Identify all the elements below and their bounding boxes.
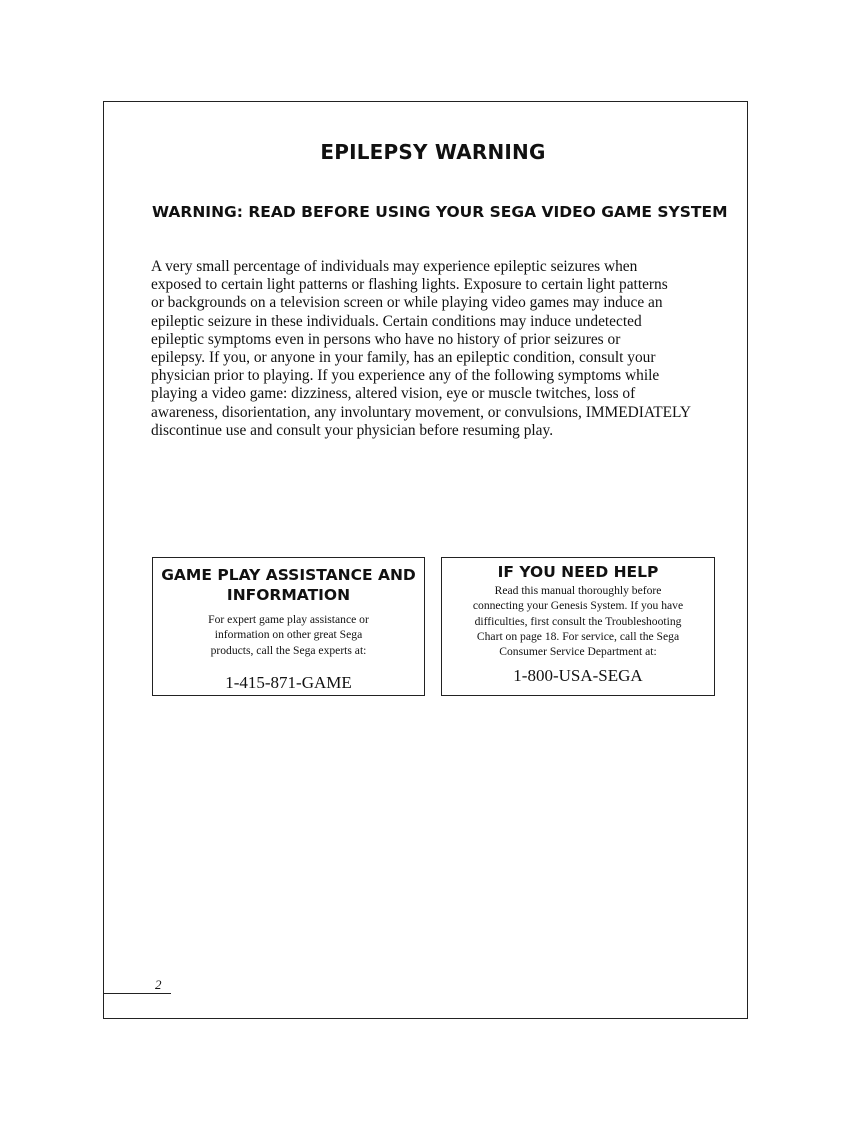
assistance-heading: [153, 565, 424, 605]
body-line: playing a video game: dizziness, altered vision, eye or muscle twitches, loss of: [151, 385, 636, 403]
assistance-text-line: information on other great Sega: [214, 628, 363, 642]
body-line: epileptic symptoms even in persons who have no history of prior seizures or: [151, 330, 621, 348]
warning-subtitle: WARNING: READ BEFORE USING YOUR SEGA VIDEO GAME SYSTEM: [152, 203, 728, 221]
help-phone-number: 1-800-USA-SEGA: [513, 666, 643, 686]
help-text: [442, 583, 714, 659]
help-box: [441, 557, 715, 696]
assistance-heading-line: INFORMATION: [226, 586, 351, 604]
assistance-phone-number: 1-415-871-GAME: [225, 672, 352, 692]
body-line: discontinue use and consult your physician before resuming play.: [151, 421, 554, 439]
page-title: EPILEPSY WARNING: [320, 140, 546, 164]
page-number: 2: [155, 977, 162, 992]
body-line: epileptic seizure in these individuals. Certain conditions may induce undetected: [151, 312, 642, 330]
page-number-rule: [103, 993, 171, 994]
assistance-text: [153, 612, 424, 658]
body-line: or backgrounds on a television screen or while playing video games may induce an: [151, 294, 663, 312]
game-play-assistance-box: [152, 557, 425, 696]
help-text-line: connecting your Genesis System. If you have: [472, 599, 684, 613]
help-heading: IF YOU NEED HELP: [497, 563, 659, 581]
help-text-line: Chart on page 18. For service, call the Sega: [476, 629, 680, 643]
assistance-text-line: products, call the Sega experts at:: [210, 643, 367, 657]
body-line: epilepsy. If you, or anyone in your family, has an epileptic condition, consult your: [151, 349, 656, 367]
help-text-line: Consumer Service Department at:: [499, 645, 657, 659]
warning-body: [151, 258, 731, 440]
body-line: awareness, disorientation, any involuntary movement, or convulsions, IMMEDIATELY: [151, 403, 692, 421]
help-text-line: difficulties, first consult the Troubleshooting: [474, 614, 682, 628]
assistance-text-line: For expert game play assistance or: [208, 613, 369, 626]
assistance-heading-line: GAME PLAY ASSISTANCE AND: [161, 566, 416, 584]
body-line: physician prior to playing. If you experience any of the following symptoms while: [151, 367, 660, 385]
body-line: exposed to certain light patterns or flashing lights. Exposure to certain light patterns: [151, 276, 668, 294]
body-line: A very small percentage of individuals may experience epileptic seizures when: [151, 258, 638, 275]
help-text-line: Read this manual thoroughly before: [494, 584, 662, 597]
